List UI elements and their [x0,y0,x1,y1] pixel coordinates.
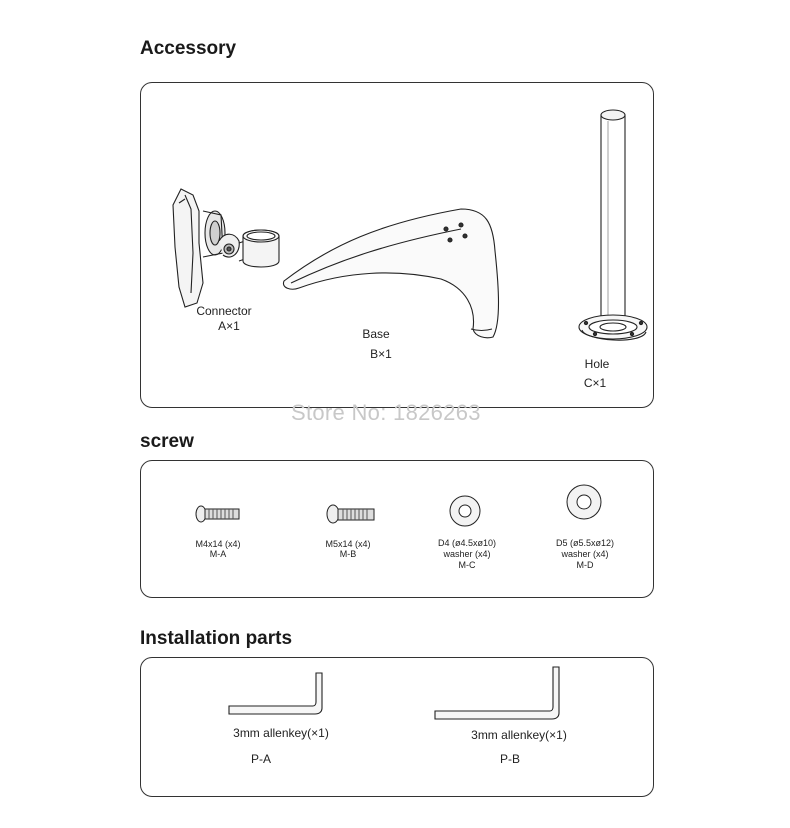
connector-qty: A×1 [218,319,240,333]
hole-qty: C×1 [583,376,607,390]
screw-title: screw [140,431,194,452]
screw-m5-code: M-B [339,549,357,559]
screw-m5-drawing [327,505,374,523]
screw-m5-size: M5x14 (x4) [325,539,371,549]
screw-drawing [141,461,655,599]
washer-d5-code: M-D [576,560,594,570]
installation-panel [140,657,654,797]
connector-label: Connector [196,304,252,318]
washer-d5-drawing [567,485,601,519]
allenkey-long-drawing [435,667,559,719]
accessory-panel [140,82,654,408]
washer-d4-code: M-C [458,560,476,570]
accessory-title: Accessory [140,38,237,59]
installation-title: Installation parts [140,628,293,649]
allenkey-long-code: P-B [499,752,520,766]
connector-drawing [173,189,279,307]
screw-m4-code: M-A [209,549,227,559]
base-drawing [283,209,498,338]
allenkey-short-drawing [229,673,322,714]
screw-m4-size: M4x14 (x4) [195,539,241,549]
base-qty: B×1 [370,347,392,361]
allenkey-short-code: P-A [250,752,271,766]
base-label: Base [362,327,390,341]
screw-panel [140,460,654,598]
washer-d5-type: washer (x4) [561,549,609,559]
hole-label: Hole [584,357,610,371]
store-watermark: Store No: 1826263 [291,400,481,425]
allenkey-short-name: 3mm allenkey(×1) [233,726,329,740]
washer-d5-size: D5 (ø5.5xø12) [555,538,615,548]
screw-m4-drawing [196,506,239,522]
washer-d4-drawing [450,496,480,526]
hole-drawing [579,110,647,340]
allenkey-long-name: 3mm allenkey(×1) [471,728,567,742]
washer-d4-size: D4 (ø4.5xø10) [437,538,497,548]
washer-d4-type: washer (x4) [443,549,491,559]
